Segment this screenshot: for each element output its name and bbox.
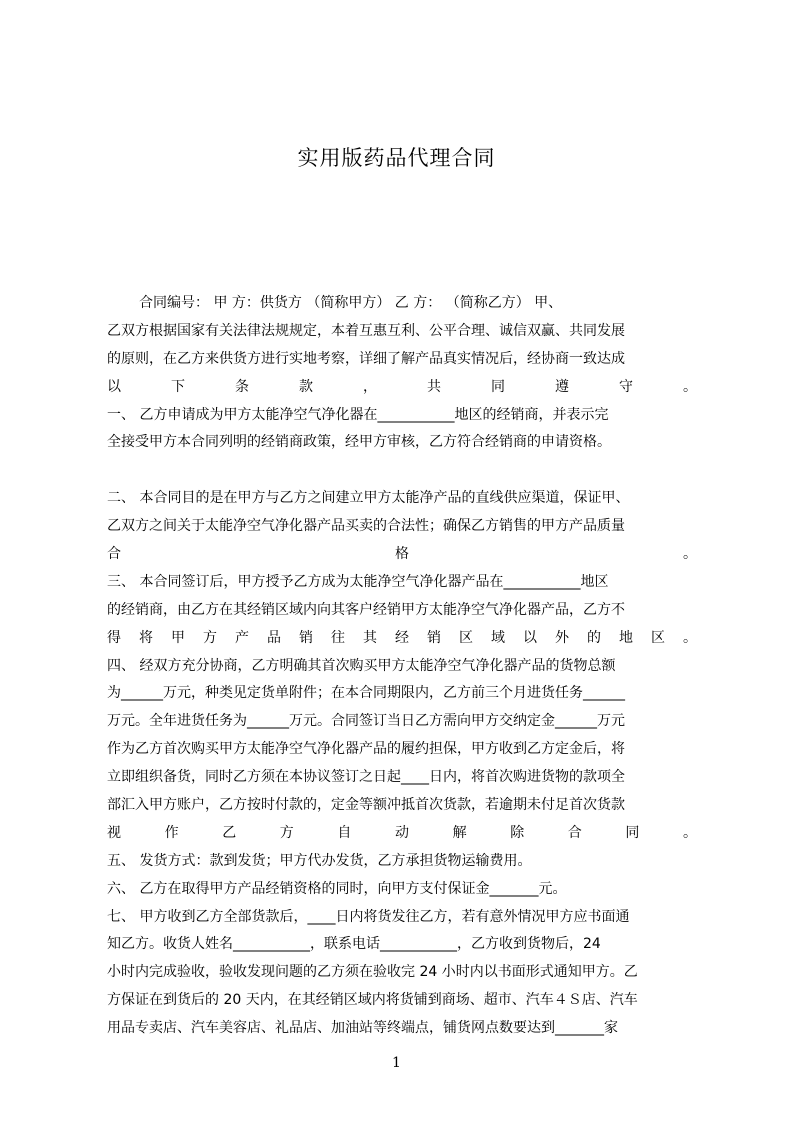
paragraph-line: 的原则，在乙方来供货方进行实地考察，详细了解产品真实情况后，经协商一致达成 — [107, 350, 625, 367]
clause-3-line: 三、 本合同签订后，甲方授予乙方成为太能净空气净化器产品在___________地区 — [107, 573, 609, 590]
contract-body — [107, 290, 697, 1043]
clause-4-line: 作为乙方首次购买甲方太能净空气净化器产品的履约担保，甲方收到乙方定金后，将 — [107, 741, 625, 758]
clause-7-line: 小时内完成验收，验收发现问题的乙方须在验收完 24 小时内以书面形式通知甲方。乙 — [107, 964, 638, 981]
clause-5-line: 五、 发货方式：款到发货；甲方代办发货，乙方承担货物运输费用。 — [107, 852, 532, 869]
paragraph-line: 乙双方根据国家有关法律法规规定，本着互惠互利、公平合理、诚信双赢、共同发展 — [107, 322, 625, 339]
clause-4-line: 部汇入甲方账户，乙方按时付款的，定金等额冲抵首次货款，若逾期未付足首次货款 — [107, 797, 625, 814]
clause-6-line: 六、 乙方在取得甲方产品经销资格的同时，向甲方支付保证金_______元。 — [107, 880, 567, 897]
clause-3-line: 得将甲方产品销往其经销区域以外的地区。 — [107, 629, 697, 646]
clause-4-line: 视作乙方自动解除合同。 — [107, 824, 697, 841]
clause-4-line: 四、 经双方充分协商，乙方明确其首次购买甲方太能净空气净化器产品的货物总额 — [107, 657, 616, 674]
clause-7-line: 七、 甲方收到乙方全部货款后，____日内将货发往乙方，若有意外情况甲方应书面通 — [107, 908, 630, 925]
page-number: 1 — [392, 1055, 401, 1071]
clause-3-line: 的经销商，由乙方在其经销区域内向其客户经销甲方太能净空气净化器产品，乙方不 — [107, 601, 625, 618]
paragraph-line: 以下条款，共同遵守。 — [107, 378, 697, 395]
clause-2-line: 合格。 — [107, 546, 697, 563]
clause-7-line: 知乙方。收货人姓名___________，联系电话___________，乙方收到货物后，24 — [107, 936, 601, 953]
clause-4-line: 立即组织备货，同时乙方须在本协议签订之日起____日内，将首次购进货物的款项全 — [107, 769, 625, 786]
document-title: 实用版药品代理合同 — [297, 146, 496, 170]
paragraph-line: 合同编号： 甲 方：供货方 （简称甲方） 乙 方： （简称乙方） 甲、 — [139, 295, 563, 311]
clause-2-line: 二、 本合同目的是在甲方与乙方之间建立甲方太能净产品的直线供应渠道，保证甲、 — [107, 490, 630, 507]
clause-4-line: 万元。全年进货任务为______万元。合同签订当日乙方需向甲方交纳定金______万元 — [107, 713, 625, 730]
clause-1-line: 全接受甲方本合同列明的经销商政策，经甲方审核，乙方符合经销商的申请资格。 — [107, 434, 611, 451]
clause-4-line: 为______万元，种类见定货单附件；在本合同期限内，乙方前三个月进货任务______ — [107, 685, 625, 702]
clause-2-line: 乙双方之间关于太能净空气净化器产品买卖的合法性；确保乙方销售的甲方产品质量 — [107, 518, 625, 535]
clause-7-line: 用品专卖店、汽车美容店、礼品店、加油站等终端点，铺货网点数要达到_______家 — [107, 1020, 618, 1037]
blank-line — [107, 457, 697, 485]
clause-7-line: 方保证在到货后的 20 天内，在其经销区域内将货铺到商场、超市、汽车４Ｓ店、汽车 — [107, 992, 638, 1009]
clause-1-line: 一、 乙方申请成为甲方太能净空气净化器在___________地区的经销商，并表示完 — [107, 406, 609, 423]
